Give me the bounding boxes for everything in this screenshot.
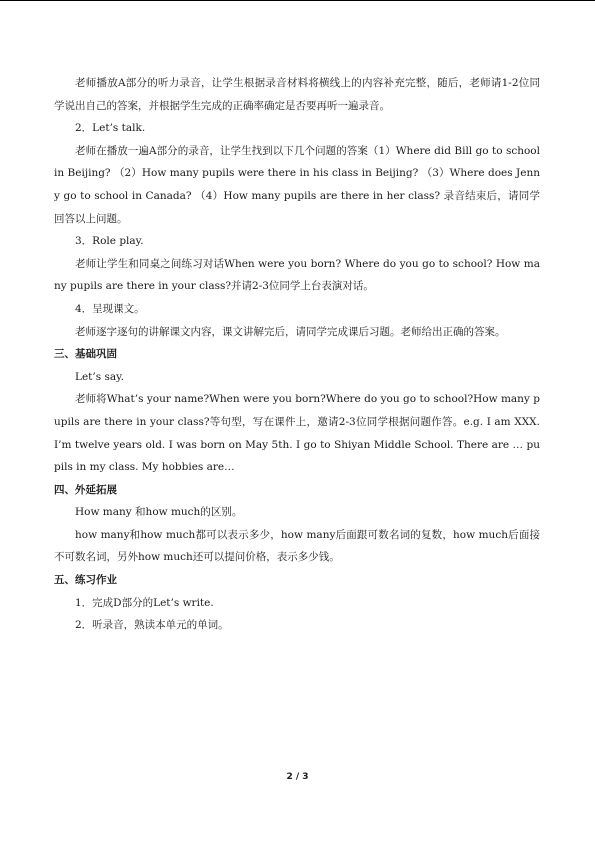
paragraph: 3．Role play.: [75, 235, 144, 248]
section-heading: 三、基础巩固: [54, 348, 117, 361]
paragraph: 老师让学生和同桌之间练习对话When were you born? Where do you go to school? How many pupils are there in your class?并请2-3位同学上台表演对话。: [54, 257, 540, 293]
paragraph: 1．完成D部分的Let’s write.: [75, 596, 214, 609]
paragraph: How many 和how much的区别。: [75, 506, 243, 519]
paragraph: 老师逐字逐句的讲解课文内容，课文讲解完后，请同学完成课后习题。老师给出正确的答案。: [75, 325, 506, 338]
paragraph: 老师将What’s your name?When were you born?Where do you go to school?How many pupils are there in your class?等句型，写在课件上，邀请2-3位同学根据问题作答。e.g. I am XXX. I’m twelve years old. I was born on May 5th. I go to Shiyan Middle School. There are … pupils in my class. My hobbies are…: [54, 393, 540, 474]
paragraph: 2．Let’s talk.: [75, 122, 146, 135]
paragraph: 2．听录音，熟读本单元的单词。: [75, 619, 229, 632]
paragraph: 4．呈现课文。: [75, 302, 145, 315]
top-rule: [0, 0, 595, 1]
paragraph: Let’s say.: [75, 370, 124, 383]
section-heading: 四、外延拓展: [54, 483, 117, 496]
paragraph: 老师播放A部分的听力录音，让学生根据录音材料将横线上的内容补充完整，随后，老师请1-2位同学说出自己的答案，并根据学生完成的正确率确定是否要再听一遍录音。: [54, 77, 540, 112]
page-number: 2 / 3: [286, 772, 309, 782]
document-body: [54, 72, 540, 637]
paragraph: how many和how much都可以表示多少，how many后面跟可数名词的复数，how much后面接不可数名词，另外how much还可以提问价格，表示多少钱。: [54, 528, 540, 564]
section-heading: 五、练习作业: [54, 574, 117, 587]
paragraph: 老师在播放一遍A部分的录音，让学生找到以下几个问题的答案（1）Where did Bill go to school in Beijing? （2）How many pupils were there in his class in Beijing? （3）Where does Jenny go to school in Canada? （4）How many pupils are there in her class? 录音结束后，请同学回答以上问题。: [54, 144, 540, 225]
